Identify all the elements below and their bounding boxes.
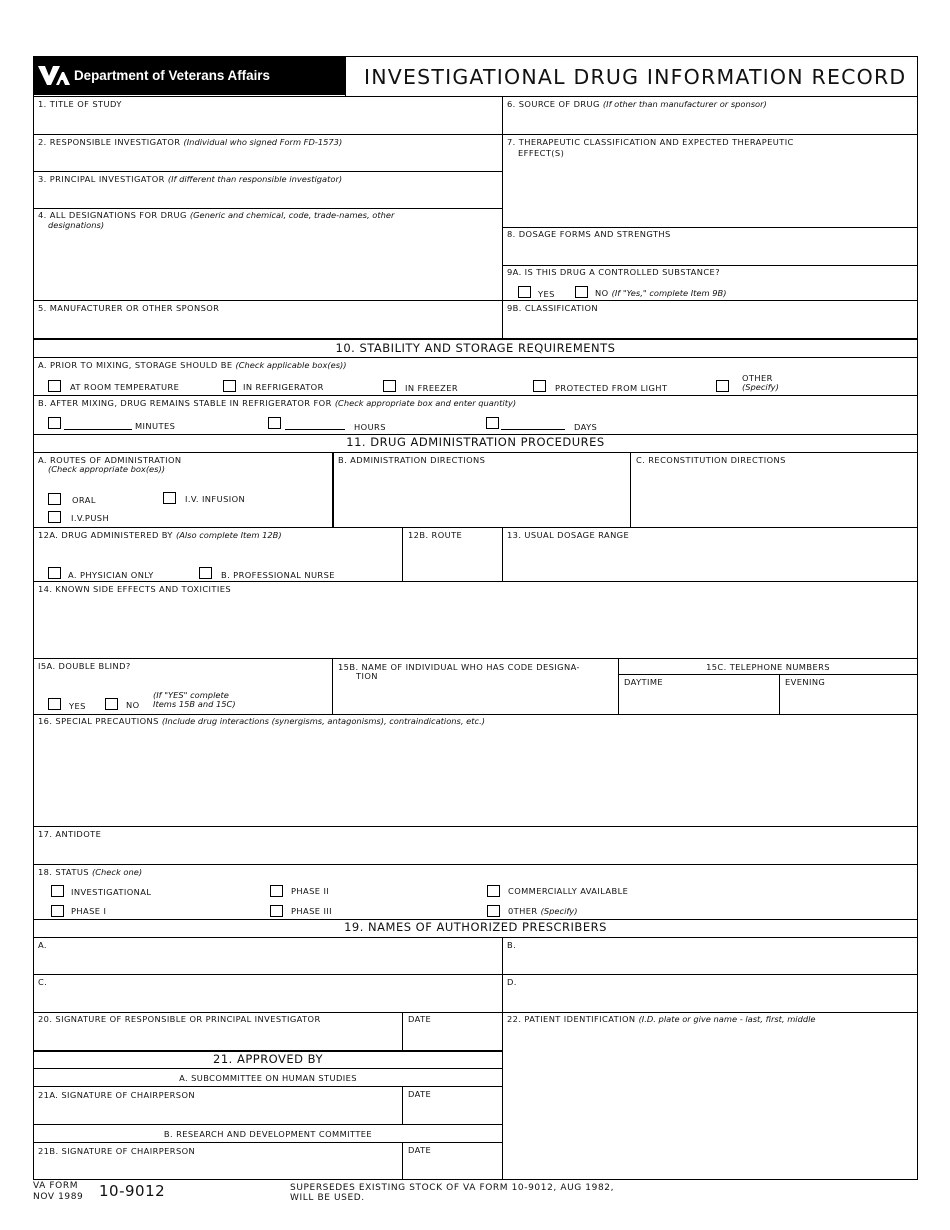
item-11a-note: (Check appropriate box(es)) <box>48 464 165 474</box>
commercially-available-label: COMMERCIALLY AVAILABLE <box>508 886 629 896</box>
footer-supersedes-cont: WILL BE USED. <box>290 1193 365 1203</box>
protected-light-checkbox[interactable] <box>533 380 546 392</box>
prescriber-d: D. <box>507 977 517 987</box>
hours-quantity-line[interactable] <box>285 429 345 430</box>
days-quantity-line[interactable] <box>501 429 565 430</box>
item-21b-signature: 21B. SIGNATURE OF CHAIRPERSON <box>38 1146 196 1156</box>
agency-banner <box>34 57 345 95</box>
iv-infusion-checkbox[interactable] <box>163 492 176 504</box>
agency-name: Department of Veterans Affairs <box>74 68 270 83</box>
item-4-note-cont: designations) <box>48 220 105 230</box>
item-10a-label: A. PRIOR TO MIXING, STORAGE SHOULD BE (Check applicable box(es)) <box>38 360 347 370</box>
item-22-patient-id: 22. PATIENT IDENTIFICATION (I.D. plate or give name - last, first, middle <box>507 1014 816 1024</box>
item-9a-yes-label: YES <box>538 289 555 299</box>
minutes-checkbox[interactable] <box>48 417 61 429</box>
item-5-manufacturer: 5. MANUFACTURER OR OTHER SPONSOR <box>38 303 220 313</box>
double-blind-note-cont: Items 15B and 15C) <box>153 699 236 709</box>
item-9a-yes-checkbox[interactable] <box>518 286 531 298</box>
days-checkbox[interactable] <box>486 417 499 429</box>
item-9b-classification: 9B. CLASSIFICATION <box>507 303 599 313</box>
va-logo-icon <box>37 63 71 87</box>
item-15b-cont: TION <box>356 671 378 681</box>
professional-nurse-label: B. PROFESSIONAL NURSE <box>221 570 335 580</box>
section-19-heading: 19. NAMES OF AUTHORIZED PRESCRIBERS <box>344 920 607 934</box>
double-blind-no-label: NO <box>126 700 140 710</box>
double-blind-no-checkbox[interactable] <box>105 698 118 710</box>
refrigerator-label: IN REFRIGERATOR <box>243 382 324 392</box>
prescriber-a: A. <box>38 940 47 950</box>
status-other-label: 0THER (Specify) <box>508 906 578 916</box>
footer-supersedes: SUPERSEDES EXISTING STOCK OF VA FORM 10-9012, AUG 1982, <box>290 1183 615 1193</box>
item-14-side-effects: 14. KNOWN SIDE EFFECTS AND TOXICITIES <box>38 584 232 594</box>
item-11a-routes: A. ROUTES OF ADMINISTRATION <box>38 455 182 465</box>
item-3-principal-investigator: 3. PRINCIPAL INVESTIGATOR (If different than responsible investigator) <box>38 174 343 184</box>
item-13-dosage-range: 13. USUAL DOSAGE RANGE <box>507 530 630 540</box>
freezer-label: IN FREEZER <box>405 383 459 393</box>
item-4-drug-designations: 4. ALL DESIGNATIONS FOR DRUG (Generic and chemical, code, trade-names, other <box>38 210 395 220</box>
item-21b-date: DATE <box>408 1145 432 1155</box>
item-15c-telephone: 15C. TELEPHONE NUMBERS <box>706 662 830 672</box>
item-20-date: DATE <box>408 1014 432 1024</box>
item-15a-double-blind: I5A. DOUBLE BLIND? <box>38 661 131 671</box>
item-6-source-of-drug: 6. SOURCE OF DRUG (If other than manufacturer or sponsor) <box>507 99 767 109</box>
status-other-checkbox[interactable] <box>487 905 500 917</box>
footer-va-form: VA FORM <box>33 1181 79 1191</box>
storage-other-checkbox[interactable] <box>716 380 729 392</box>
oral-label: ORAL <box>72 495 96 505</box>
footer-form-number: 10-9012 <box>99 1182 166 1200</box>
phase-1-checkbox[interactable] <box>51 905 64 917</box>
minutes-quantity-line[interactable] <box>64 429 132 430</box>
item-10b-label: B. AFTER MIXING, DRUG REMAINS STABLE IN REFRIGERATOR FOR (Check appropriate box and enter quantity) <box>38 398 517 408</box>
phase-3-label: PHASE III <box>291 906 333 916</box>
hours-checkbox[interactable] <box>268 417 281 429</box>
phase-1-label: PHASE I <box>71 906 107 916</box>
prescriber-c: C. <box>38 977 48 987</box>
prescriber-b: B. <box>507 940 517 950</box>
item-20-signature: 20. SIGNATURE OF RESPONSIBLE OR PRINCIPAL INVESTIGATOR <box>38 1014 321 1024</box>
item-9a-no-label: NO (If "Yes," complete Item 9B) <box>595 288 727 298</box>
item-16-special-precautions: 16. SPECIAL PRECAUTIONS (Include drug interactions (synergisms, antagonisms), contraindications, etc.) <box>38 716 485 726</box>
double-blind-yes-label: YES <box>69 701 86 711</box>
protected-light-label: PROTECTED FROM LIGHT <box>555 383 668 393</box>
item-7-effects: EFFECT(S) <box>518 148 565 158</box>
iv-push-label: I.V.PUSH <box>71 513 110 523</box>
item-11c-reconstitution: C. RECONSTITUTION DIRECTIONS <box>636 455 786 465</box>
item-12b-route: 12B. ROUTE <box>408 530 463 540</box>
double-blind-yes-checkbox[interactable] <box>48 698 61 710</box>
storage-other-label: OTHER <box>742 373 773 383</box>
oral-checkbox[interactable] <box>48 493 61 505</box>
item-11b-directions: B. ADMINISTRATION DIRECTIONS <box>338 455 486 465</box>
footer-form-date: NOV 1989 <box>33 1192 84 1202</box>
item-15b-code-designation: 15B. NAME OF INDIVIDUAL WHO HAS CODE DESIGNA- <box>338 662 580 672</box>
item-9a-no-checkbox[interactable] <box>575 286 588 298</box>
item-21b-committee: B. RESEARCH AND DEVELOPMENT COMMITTEE <box>163 1129 373 1139</box>
phase-3-checkbox[interactable] <box>270 905 283 917</box>
iv-infusion-label: I.V. INFUSION <box>185 494 246 504</box>
refrigerator-checkbox[interactable] <box>223 380 236 392</box>
item-1-title-of-study: 1. TITLE OF STUDY <box>38 99 122 109</box>
section-11-heading: 11. DRUG ADMINISTRATION PROCEDURES <box>346 435 605 449</box>
commercially-available-checkbox[interactable] <box>487 885 500 897</box>
daytime-phone-label: DAYTIME <box>624 677 664 687</box>
item-12a-administered-by: 12A. DRUG ADMINISTERED BY (Also complete Item 12B) <box>38 530 282 540</box>
freezer-checkbox[interactable] <box>383 380 396 392</box>
item-21a-date: DATE <box>408 1089 432 1099</box>
physician-only-label: A. PHYSICIAN ONLY <box>68 570 154 580</box>
item-9a-controlled-substance: 9A. IS THIS DRUG A CONTROLLED SUBSTANCE? <box>507 267 721 277</box>
hours-label: HOURS <box>354 422 386 432</box>
section-21-heading: 21. APPROVED BY <box>213 1052 323 1066</box>
phase-2-checkbox[interactable] <box>270 885 283 897</box>
item-7-therapeutic-classification: 7. THERAPEUTIC CLASSIFICATION AND EXPECTED THERAPEUTIC <box>507 137 794 147</box>
phase-2-label: PHASE II <box>291 886 330 896</box>
item-21a-signature: 21A. SIGNATURE OF CHAIRPERSON <box>38 1090 196 1100</box>
investigational-label: INVESTIGATIONAL <box>71 887 152 897</box>
form-frame <box>33 56 918 1180</box>
room-temperature-checkbox[interactable] <box>48 380 61 392</box>
storage-other-note: (Specify) <box>742 382 779 392</box>
section-10-heading: 10. STABILITY AND STORAGE REQUIREMENTS <box>335 341 616 355</box>
iv-push-checkbox[interactable] <box>48 511 61 523</box>
double-blind-note: (If "YES" complete <box>153 690 229 700</box>
evening-phone-label: EVENING <box>785 677 826 687</box>
physician-only-checkbox[interactable] <box>48 567 61 579</box>
item-2-responsible-investigator: 2. RESPONSIBLE INVESTIGATOR (Individual who signed Form FD-1573) <box>38 137 343 147</box>
investigational-checkbox[interactable] <box>51 885 64 897</box>
minutes-label: MINUTES <box>135 421 176 431</box>
item-17-antidote: 17. ANTIDOTE <box>38 829 102 839</box>
item-18-status: 18. STATUS (Check one) <box>38 867 143 877</box>
item-21a-committee: A. SUBCOMMITTEE ON HUMAN STUDIES <box>179 1073 357 1083</box>
days-label: DAYS <box>574 422 598 432</box>
form-title: INVESTIGATIONAL DRUG INFORMATION RECORD <box>364 65 907 89</box>
item-8-dosage-forms: 8. DOSAGE FORMS AND STRENGTHS <box>507 229 671 239</box>
professional-nurse-checkbox[interactable] <box>199 567 212 579</box>
room-temperature-label: AT ROOM TEMPERATURE <box>70 382 180 392</box>
